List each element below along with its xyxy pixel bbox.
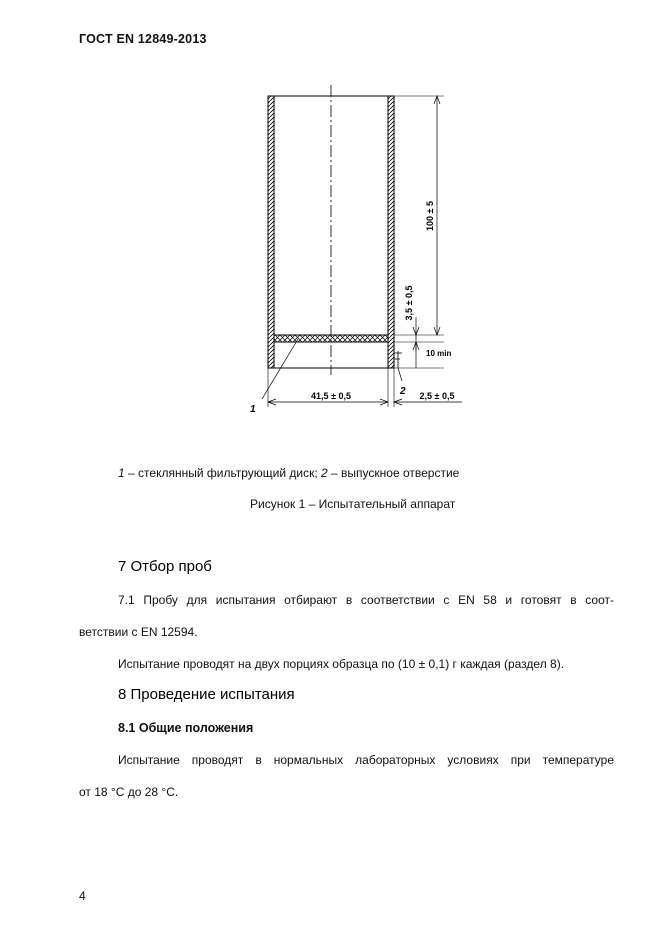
dim-disk-label: 3,5 ± 0,5 — [404, 285, 414, 321]
section-8-1-line-2: от 18 °С до 28 °С. — [79, 785, 179, 799]
section-7-paragraph-2: Испытание проводят на двух порциях образца по (10 ± 0,1) г каждая (раздел 8). — [118, 657, 565, 671]
dim-gap-label: 10 min — [426, 349, 452, 358]
section-8-1-line-1: Испытание проводят в нормальных лабораторных условиях при температуре — [118, 753, 614, 767]
legend-number-1: 1 — [118, 466, 125, 480]
figure-caption: Рисунок 1 – Испытательный аппарат — [250, 497, 456, 511]
callout-2: 2 — [400, 386, 406, 397]
callout-2-leader — [398, 368, 402, 381]
legend-text-1: – стеклянный фильтрующий диск; — [124, 466, 322, 480]
legend-text-2: – выпускное отверстие — [327, 466, 460, 480]
left-wall — [268, 96, 274, 368]
dim-diameter-label: 41,5 ± 0,5 — [311, 391, 351, 401]
legend-number-2: 2 — [321, 466, 328, 480]
figure-apparatus — [230, 85, 490, 435]
outlet-hole — [394, 351, 402, 368]
callout-1-leader — [262, 339, 298, 399]
section-8-1-title: 8.1 Общие положения — [118, 721, 254, 735]
document-header: ГОСТ EN 12849-2013 — [79, 32, 207, 46]
section-7-1-line-1: 7.1 Пробу для испытания отбирают в соответствии с EN 58 и готовят в соот- — [118, 593, 614, 607]
callout-1: 1 — [250, 404, 256, 415]
section-7-title: 7 Отбор проб — [118, 558, 212, 575]
dim-wall-label: 2,5 ± 0,5 — [419, 391, 455, 401]
section-8-title: 8 Проведение испытания — [118, 686, 295, 703]
figure-legend — [118, 466, 459, 480]
apparatus-drawing — [230, 85, 490, 430]
section-7-1-line-2: ветствии с EN 12594. — [79, 625, 198, 639]
right-wall — [388, 96, 394, 368]
page-number: 4 — [79, 889, 86, 903]
filter-disk — [274, 335, 388, 342]
dim-height-label: 100 ± 5 — [425, 201, 435, 231]
